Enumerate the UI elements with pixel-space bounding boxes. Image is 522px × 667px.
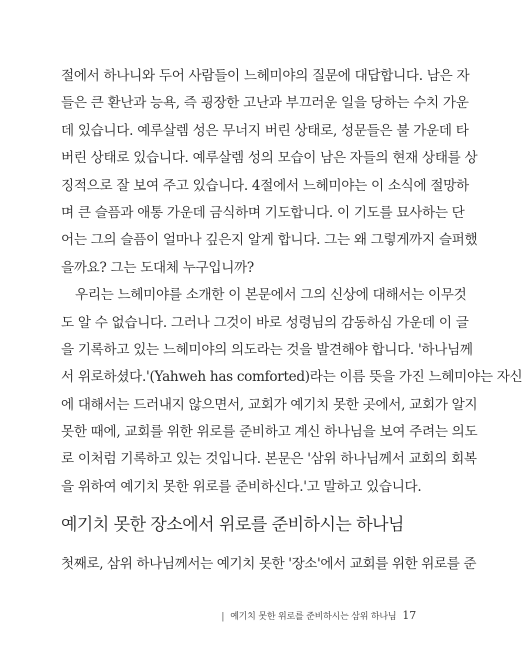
text-line: 절에서 하나니와 두어 사람들이 느헤미야의 질문에 대답합니다. 남은 자 bbox=[61, 68, 470, 84]
running-title: 예기치 못한 위로를 준비하시는 삼위 하나님 bbox=[230, 612, 397, 622]
text-line: 서 위로하셨다.'(Yahweh has comforted)라는 이름 뜻을 가진 느헤미야는 자신 bbox=[61, 369, 522, 386]
text-line: 을까요? 그는 도대체 누구입니까? bbox=[61, 259, 254, 276]
footer-separator: | bbox=[221, 612, 225, 622]
section-heading: 예기치 못한 장소에서 위로를 준비하시는 하나님 bbox=[61, 515, 404, 536]
paragraph-1 bbox=[61, 63, 478, 282]
paragraph-2 bbox=[61, 282, 522, 501]
text-line: 우리는 느헤미야를 소개한 이 본문에서 그의 신상에 대해서는 이무것 bbox=[75, 287, 467, 304]
text-line: 며 큰 슬픔과 애통 가운데 금식하며 기도합니다. 이 기도를 묘사하는 단 bbox=[61, 204, 465, 221]
section-first-line: 첫째로, 삼위 하나님께서는 예기치 못한 '장소'에서 교회를 위한 위로를 준 bbox=[61, 556, 477, 572]
page-number: 17 bbox=[402, 609, 416, 622]
text-line: 로 이처럼 기록하고 있는 것입니다. 본문은 '삼위 하나님께서 교회의 회복 bbox=[61, 451, 477, 468]
text-line: 에 대해서는 드러내지 않으면서, 교회가 예기치 못한 곳에서, 교회가 알지 bbox=[61, 396, 478, 413]
text-line: 징적으로 잘 보여 주고 있습니다. 4절에서 느헤미야는 이 소식에 절망하 bbox=[61, 177, 469, 194]
text-line: 데 있습니다. 예루살렘 성은 무너지 버린 상태로, 성문들은 불 가운데 타 bbox=[61, 122, 469, 139]
text-line: 을 위하여 예기치 못한 위로를 준비하신다.'고 말하고 있습니다. bbox=[61, 478, 422, 495]
text-line: 들은 큰 환난과 능욕, 즉 굉장한 고난과 부끄러운 일을 당하는 수치 가운 bbox=[61, 95, 469, 112]
text-line: 버린 상태로 있습니다. 예루살렘 성의 모습이 남은 자들의 현재 상태를 상 bbox=[61, 150, 478, 167]
page-footer bbox=[221, 609, 416, 622]
text-line: 도 알 수 없습니다. 그러나 그것이 바로 성령님의 감동하심 가운데 이 글 bbox=[61, 314, 469, 331]
text-line: 어는 그의 슬픔이 얼마나 깊은지 알게 합니다. 그는 왜 그렇게까지 슬퍼했 bbox=[61, 232, 478, 249]
body-text bbox=[61, 63, 522, 501]
text-line: 못한 때에, 교회를 위한 위로를 준비하고 계신 하나님을 보여 주려는 의도 bbox=[61, 424, 478, 441]
text-line: 을 기록하고 있는 느헤미야의 의도라는 것을 발견해야 합니다. '하나님께 bbox=[61, 341, 473, 358]
